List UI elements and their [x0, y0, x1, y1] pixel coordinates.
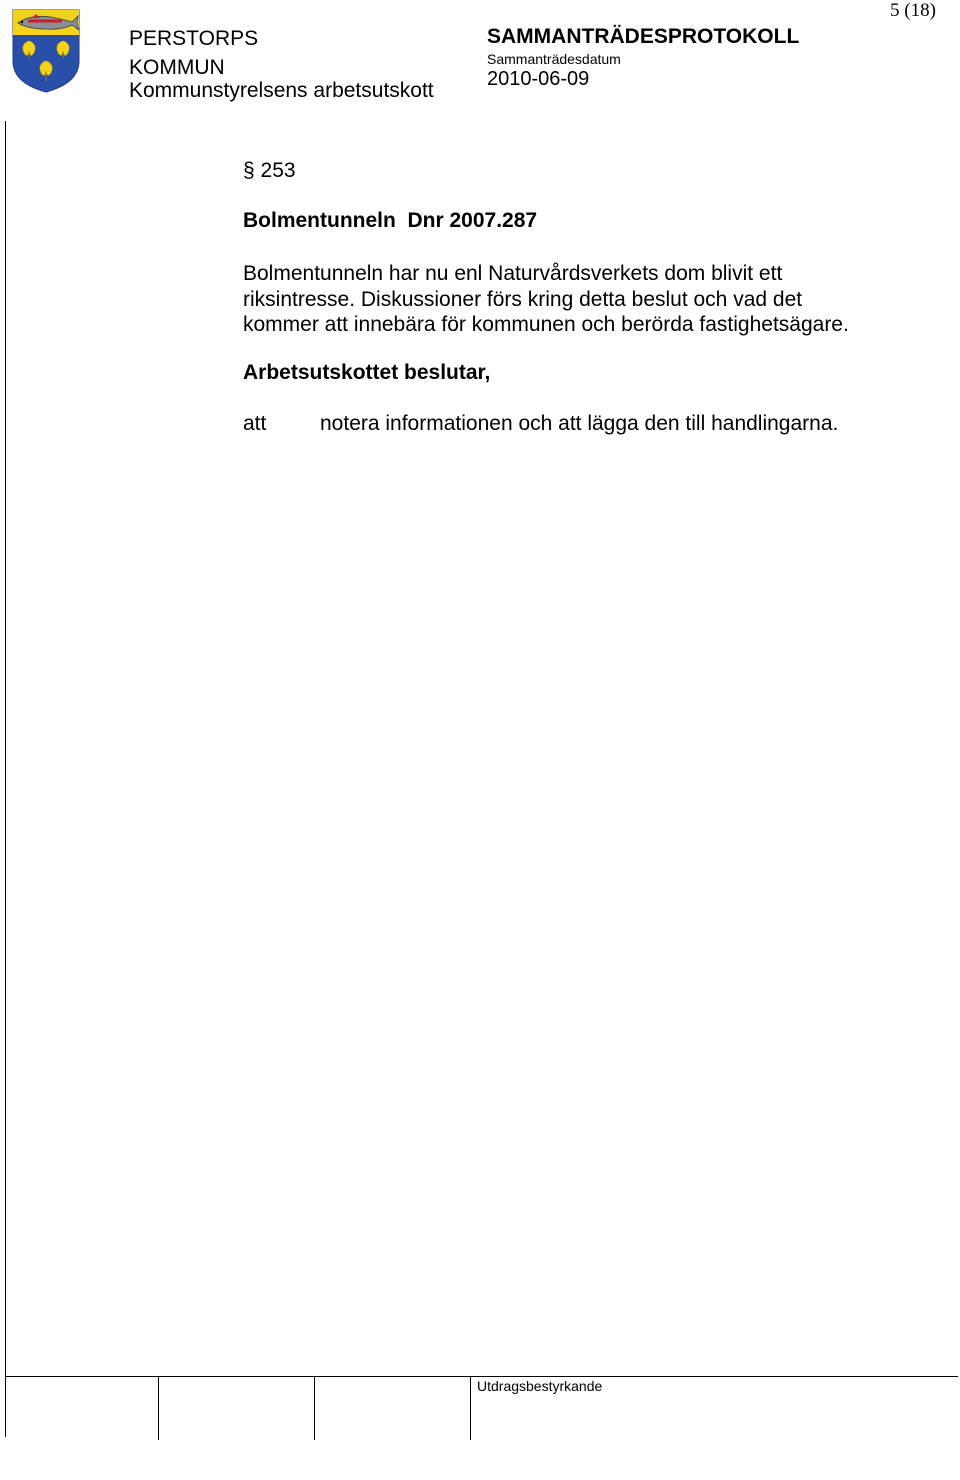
item-title: Bolmentunneln Dnr 2007.287 — [243, 209, 538, 232]
decision-prefix: att — [243, 412, 267, 435]
page-number: 5 (18) — [890, 0, 936, 21]
organization-name — [129, 24, 258, 82]
footer-rule — [5, 1376, 958, 1377]
coat-of-arms-logo — [12, 9, 80, 93]
decision-heading: Arbetsutskottet beslutar, — [243, 361, 491, 384]
certification-label: Utdragsbestyrkande — [477, 1378, 603, 1394]
footer-divider — [314, 1376, 315, 1440]
meeting-date-label: Sammanträdesdatum — [487, 51, 621, 67]
decision-text: notera informationen och att lägga den till handlingarna. — [320, 412, 839, 435]
item-body: Bolmentunneln har nu enl Naturvårdsverkets dom blivit ett riksintresse. Diskussioner förs kring detta beslut och vad det kommer att innebära för kommunen och berörda fastighetsägare. — [243, 262, 849, 336]
paragraph-reference: § 253 — [243, 159, 296, 182]
organization-department: Kommunstyrelsens arbetsutskott — [129, 79, 434, 102]
footer-divider — [470, 1376, 471, 1440]
document-type: SAMMANTRÄDESPROTOKOLL — [487, 25, 800, 48]
organization-name-line1: PERSTORPS — [129, 27, 259, 50]
meeting-date: 2010-06-09 — [487, 68, 590, 90]
left-margin-rule — [5, 121, 6, 1437]
footer-divider — [158, 1376, 159, 1440]
organization-name-line2: KOMMUN — [129, 56, 225, 79]
